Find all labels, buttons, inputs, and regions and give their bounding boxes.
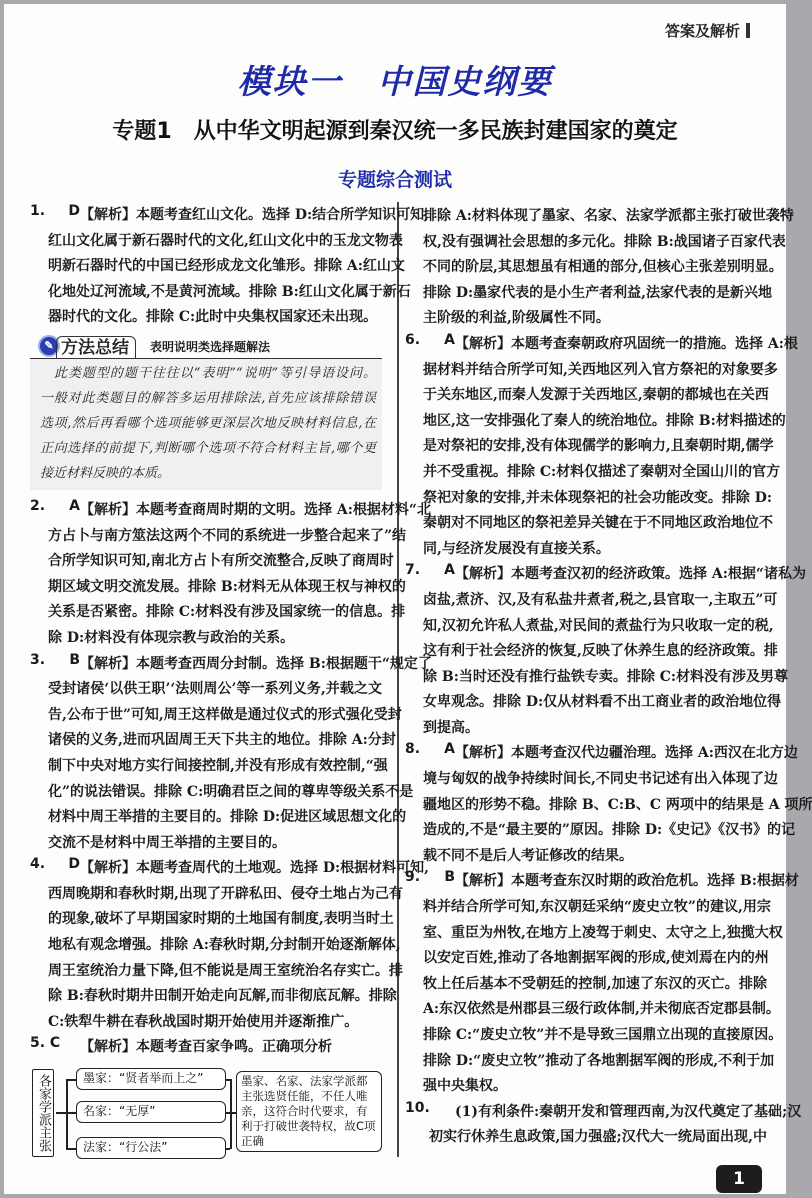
answer-line: 是对祭祀的安排,没有体现儒学的影响力,且秦朝时期,儒学 xyxy=(423,438,774,455)
method-line: 一般对此类题目的解答多运用排除法,首先应该排除错误 xyxy=(40,390,376,406)
answer-label: 9. B xyxy=(405,869,455,886)
answer-line: 据材料并结合所学可知,关西地区列入官方祭祀的对象要多 xyxy=(423,361,778,378)
answer-line: 排除 D:墨家代表的是小生产者利益,法家代表的是新兴地 xyxy=(423,284,773,301)
answer-line: 载不同不是后人考证修改的结果。 xyxy=(423,847,633,864)
answer-text: 【解析】本题考查百家争鸣。正确项分析 xyxy=(80,1039,332,1056)
answer-line: 知,汉初允许私人煮盐,对民间的煮盐行为只收取一定的税, xyxy=(423,617,774,634)
diagram-connector xyxy=(56,1112,66,1114)
answer-line: 秦朝对不同地区的祭祀差异关键在于不同地区政治地位不 xyxy=(423,515,773,532)
answer-line: 到提高。 xyxy=(423,719,479,736)
answer-item xyxy=(405,204,794,332)
answer-item xyxy=(405,741,812,869)
answer-line: 期区域文明交流发展。排除 B:材料无从体现王权与神权的 xyxy=(48,578,406,595)
topic-title: 专题1 从中华文明起源到秦汉统一多民族封建国家的奠定 xyxy=(112,119,678,144)
answer-text: 【解析】本题考查秦朝政府巩固统一的措施。选择 A:根 xyxy=(455,335,798,352)
schools-diagram xyxy=(30,1067,382,1167)
answer-line: 排除 A:材料体现了墨家、名家、法家学派都主张打破世袭特 xyxy=(423,208,794,224)
method-line: 接近材料反映的本质。 xyxy=(40,465,171,481)
answer-line: 于关东地区,而秦人发源于关西地区,秦朝的都城也在关西 xyxy=(423,387,769,404)
answer-label: 7. A xyxy=(405,562,455,579)
answer-line: 周王室统治力量下降,但不能说是周王室统治名存实亡。排 xyxy=(48,962,403,979)
diagram-connector xyxy=(230,1079,232,1149)
method-subtitle: 表明说明类选择题解法 xyxy=(150,339,271,354)
answer-line xyxy=(405,741,798,767)
answer-line: 合所学知识可知,南北方占卜有所交流整合,反映了商周时 xyxy=(48,553,394,570)
method-tab: 方法总结 xyxy=(56,336,136,358)
answer-line: 境与匈奴的战争持续时间长,不同史书记述有出入体现了边 xyxy=(423,771,778,788)
answer-text: 【解析】本题考查汉初的经济政策。选择 A:根据“诸私为 xyxy=(455,566,806,583)
answer-item xyxy=(30,1035,382,1061)
answer-text: 【解析】本题考查周代的土地观。选择 D:根据材料可知, xyxy=(80,860,430,877)
answer-label: 2. A xyxy=(30,497,80,514)
answer-item xyxy=(405,1099,802,1151)
running-header xyxy=(665,20,750,41)
answer-line: 祭祀对象的安排,并未体现祭祀的社会功能改变。排除 D: xyxy=(423,489,773,506)
diagram-root: 各家学派主张 xyxy=(32,1069,54,1157)
answer-item xyxy=(405,331,798,562)
answer-line: 造成的,不是“最主要的”原因。排除 D:《史记》《汉书》的记 xyxy=(423,822,796,839)
answer-text: 【解析】本题考查西周分封制。选择 B:根据题干“规定了 xyxy=(80,655,432,672)
answer-line xyxy=(30,651,432,678)
answer-line: 器时代的文化。排除 C:此时中央集权国家还未出现。 xyxy=(48,309,378,326)
answer-line: 受封诸侯‘以供王职’‘法则周公’等一系列义务,并载之文 xyxy=(48,681,382,698)
diagram-branch-logician: 名家：“无厚” xyxy=(76,1101,226,1123)
answer-line: 以安定百姓,推动了各地割据军阀的形成,使刘焉在内的州 xyxy=(423,950,769,967)
answer-line: 红山文化属于新石器时代的文化,红山文化中的玉龙文物表 xyxy=(48,232,403,249)
method-body xyxy=(30,359,382,490)
answer-line xyxy=(405,869,799,895)
answer-line: 卤盐,煮济、汉,及有私盐井煮者,税之,县官取一,主取五”可 xyxy=(423,591,778,608)
answer-label: 4. D xyxy=(30,856,80,873)
answer-line: 同,与经济发展没有直接关系。 xyxy=(423,540,610,557)
method-line: 选项,然后再看哪个选项能够更深层次地反映材料信息,在 xyxy=(40,415,376,431)
answer-line: 化”的说法错误。排除 C:明确君臣之间的尊卑等级关系不是 xyxy=(48,783,414,800)
answer-line: 强中央集权。 xyxy=(423,1078,507,1095)
answer-item xyxy=(405,869,799,1099)
answer-label: 10. xyxy=(405,1099,430,1116)
answer-line: 除 D:材料没有体现宗教与政治的关系。 xyxy=(48,629,295,646)
answer-text: 【解析】本题考查商周时期的文明。选择 A:根据材料“北 xyxy=(80,501,431,518)
answer-line: 室、重臣为州牧,在地方上凌驾于刺史、太守之上,独揽大权 xyxy=(423,924,783,941)
answer-line: 交流不是材料中周王举措的主要目的。 xyxy=(48,834,286,851)
answer-item xyxy=(30,203,430,331)
answer-line: 西周晚期和春秋时期,出现了开辟私田、侵夺土地占为己有 xyxy=(48,885,403,902)
diagram-branch-legalist: 法家：“行公法” xyxy=(76,1137,226,1159)
answer-line: 料并结合所学可知,东汉朝廷采纳“废史立牧”的建议,用宗 xyxy=(423,899,771,916)
answer-line xyxy=(405,331,798,358)
answer-label: 6. A xyxy=(405,331,455,348)
answer-line: 这有利于社会经济的恢复,反映了休养生息的经济政策。排 xyxy=(423,643,778,660)
page xyxy=(4,4,812,1194)
diagram-connector xyxy=(66,1148,76,1150)
answer-line: 的现象,破坏了早期国家时期的土地国有制度,表明当时土 xyxy=(48,911,394,928)
answer-label: 5. C xyxy=(30,1035,61,1052)
header-label: 答案及解析 xyxy=(664,22,740,40)
answer-line: C:铁犁牛耕在春秋战国时期开始使用并逐渐推广。 xyxy=(48,1013,359,1030)
method-line: 正向选择的前提下,判断哪个选项不符合材料主旨,哪个更 xyxy=(40,440,376,456)
answer-line: 除 B:当时还没有推行盐铁专卖。排除 C:材料没有涉及男尊 xyxy=(423,668,789,685)
method-line: 此类题型的题干往往以“表明”“说明”等引导语设问。 xyxy=(40,365,376,381)
answer-line: 牧上任后基本不受朝廷的控制,加速了东汉的灭亡。排除 xyxy=(423,975,767,992)
answer-line: 明新石器时代的中国已经形成龙文化雏形。排除 A:红山文 xyxy=(48,258,405,275)
answer-line: 初实行休养生息政策,国力强盛;汉代大一统局面出现,中 xyxy=(429,1129,767,1146)
diagram-conclusion: 墨家、名家、法家学派都主张选贤任能，不任人唯亲，这符合时代要求，有利于打破世袭特权，故C项正确 xyxy=(236,1071,382,1152)
column-divider xyxy=(397,202,399,1157)
diagram-connector xyxy=(66,1112,76,1114)
answer-text: 【解析】本题考查东汉时期的政治危机。选择 B:根据材 xyxy=(455,873,799,890)
method-summary-icon: ✎ xyxy=(38,335,60,357)
answer-label: 3. B xyxy=(30,651,80,668)
module-title: 模块一 中国史纲要 xyxy=(237,62,553,101)
answer-label: 8. A xyxy=(405,741,455,758)
answer-line: A:东汉依然是州郡县三级行政体制,并未彻底否定郡县制。 xyxy=(423,1001,780,1018)
answer-line: 除 B:春秋时期井田制开始走向瓦解,而非彻底瓦解。排除 xyxy=(48,988,397,1005)
diagram-branch-mohist: 墨家：“贤者举而上之” xyxy=(76,1068,226,1090)
answer-line xyxy=(405,1099,802,1126)
answer-line: 并不受重视。排除 C:材料仅描述了秦朝对全国山川的官方 xyxy=(423,463,781,480)
answer-line: 方占卜与南方筮法这两个不同的系统进一步整合起来了”结 xyxy=(48,527,407,544)
page-number: 1 xyxy=(716,1165,762,1193)
answer-line: 关系是否紧密。排除 C:材料没有涉及国家统一的信息。排 xyxy=(48,604,406,621)
answer-text: 【解析】本题考查汉代边疆治理。选择 A:西汉在北方边 xyxy=(455,745,798,762)
answer-list xyxy=(405,204,812,1151)
answer-line: 权,没有强调社会思想的多元化。排除 B:战国诸子百家代表 xyxy=(423,233,786,250)
answer-line: 地私有观念增强。排除 A:春秋时期,分封制开始逐渐解体, xyxy=(48,937,401,954)
answer-line xyxy=(30,856,430,882)
answer-list xyxy=(30,203,430,331)
answer-line xyxy=(30,203,430,229)
method-header xyxy=(30,335,382,359)
answer-line: 疆地区的形势不稳。排除 B、C:B、C 两项中的结果是 A 项所 xyxy=(423,796,812,813)
answer-line: 排除 D:“废史立牧”推动了各地割据军阀的形成,不利于加 xyxy=(423,1052,775,1069)
answer-line: 女卑观念。排除 D:仅从材料看不出工商业者的政治地位得 xyxy=(423,694,782,711)
answer-line: 制下中央对地方实行间接控制,并没有形成有效控制,“强 xyxy=(48,757,388,774)
method-summary xyxy=(30,335,382,490)
answer-line xyxy=(30,1035,382,1061)
answer-line: 化地处辽河流域,不是黄河流域。排除 B:红山文化属于新石 xyxy=(48,283,411,300)
answer-line: 排除 C:“废史立牧”并不是导致三国鼎立出现的直接原因。 xyxy=(423,1027,783,1043)
answer-line xyxy=(30,497,431,524)
right-column xyxy=(405,204,812,1151)
answer-line: 材料中周王举措的主要目的。排除 D:促进区域思想文化的 xyxy=(48,809,407,826)
answer-line: 告,公布于世”可知,周王这样做是通过仪式的形式强化受封 xyxy=(48,706,402,723)
answer-label: 1. D xyxy=(30,203,80,219)
answer-text: (1)有利条件:秦朝开发和管理西南,为汉代奠定了基础;汉 xyxy=(455,1103,802,1120)
header-bar xyxy=(746,23,750,38)
diagram-connector xyxy=(66,1079,76,1081)
answer-line: 不同的阶层,其思想虽有相通的部分,但核心主张差别明显。 xyxy=(423,259,783,276)
diagram-connector xyxy=(66,1079,68,1149)
answer-line: 主阶级的利益,阶级属性不同。 xyxy=(423,310,610,327)
answer-line: 地区,这一安排强化了秦人的统治地位。排除 B:材料描述的 xyxy=(423,412,786,429)
answer-item xyxy=(405,562,806,741)
answer-line: 诸侯的义务,进而巩固周王天下共主的地位。排除 A:分封 xyxy=(48,732,396,749)
section-title: 专题综合测试 xyxy=(337,169,452,191)
answer-line xyxy=(405,562,806,588)
answer-text: 【解析】本题考查红山文化。选择 D:结合所学知识可知, xyxy=(80,207,430,223)
